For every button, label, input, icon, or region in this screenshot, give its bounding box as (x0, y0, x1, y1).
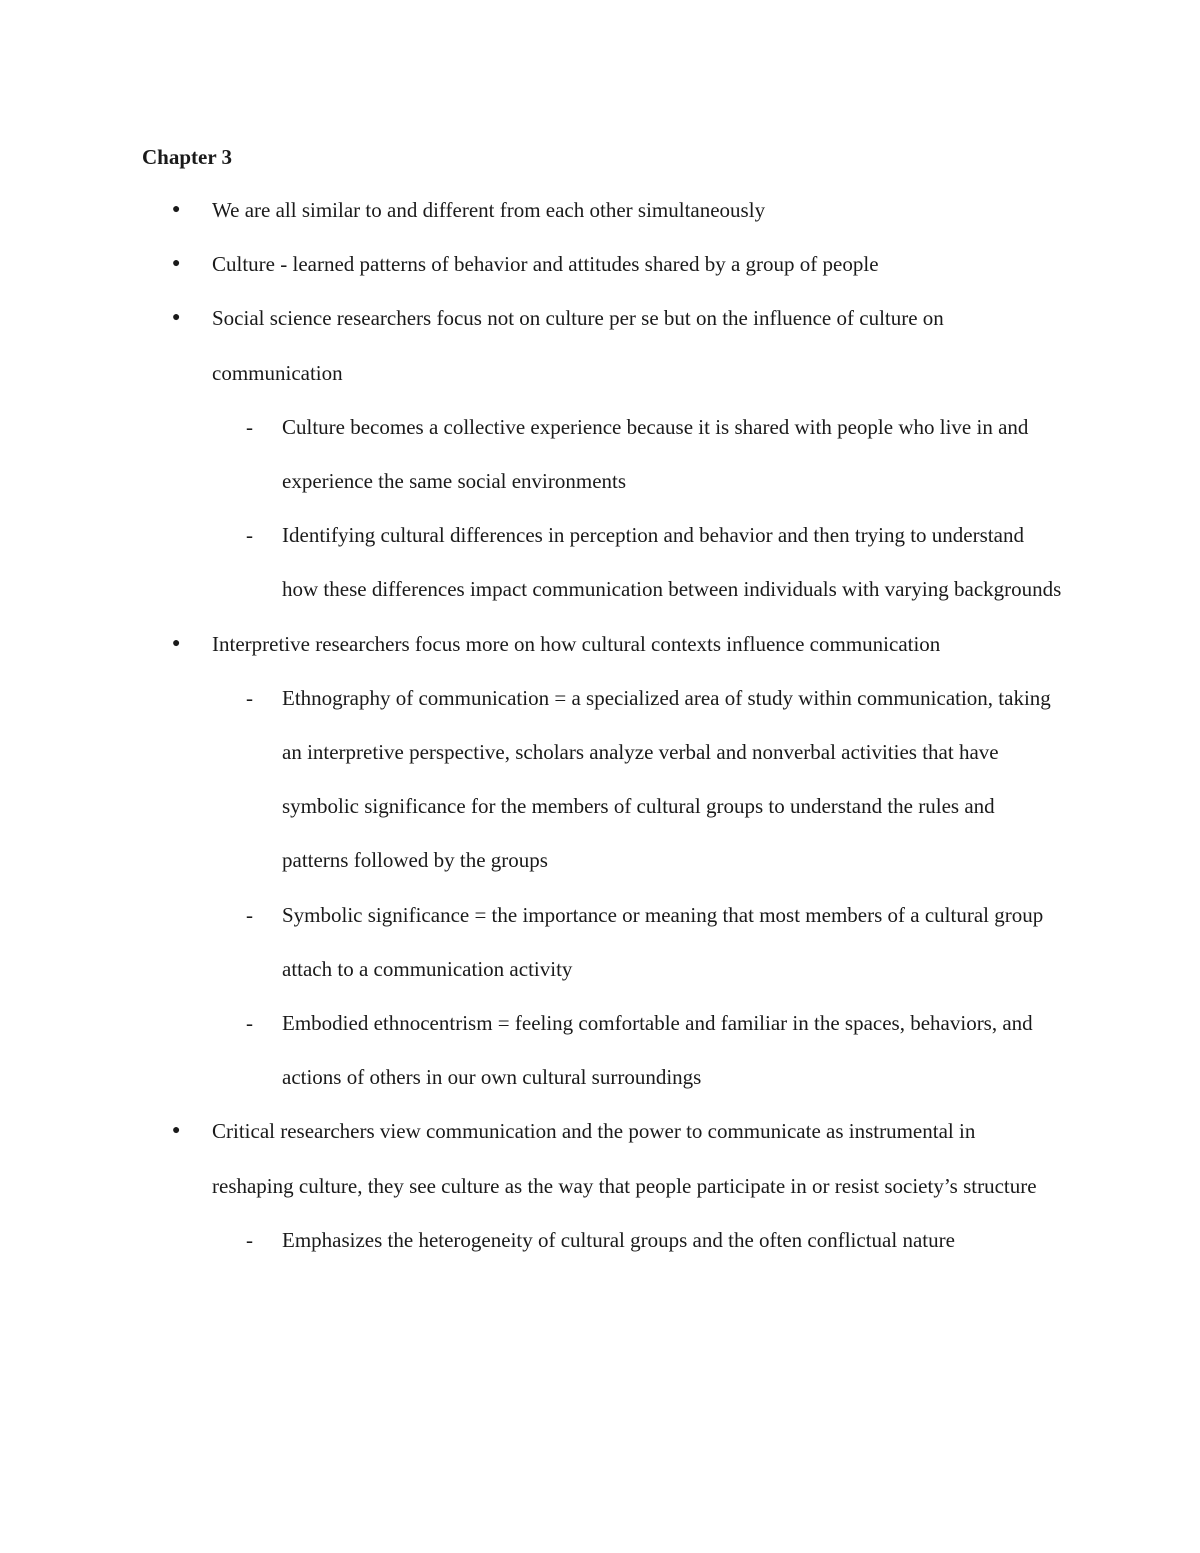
dash-icon: - (246, 523, 253, 548)
dash-icon: - (246, 1227, 253, 1252)
list-item-text: Critical researchers view communication and the power to communicate as instrumental in reshaping culture, they see culture as the way that people participate in or resist society’s structure (212, 1119, 1037, 1198)
bullet-icon: ● (172, 635, 181, 651)
sub-list-item (142, 400, 1062, 508)
bullet-icon: ● (172, 256, 181, 272)
list-item (142, 1104, 1062, 1212)
list-item-text: Culture - learned patterns of behavior and attitudes shared by a group of people (212, 252, 879, 277)
sub-list-item-text: Embodied ethnocentrism = feeling comfortable and familiar in the spaces, behaviors, and actions of others in our own cultural surroundings (282, 1011, 1033, 1090)
list-item (142, 291, 1062, 399)
list-item-text: Social science researchers focus not on culture per se but on the influence of culture on communication (212, 306, 944, 385)
page-title: Chapter 3 (142, 145, 233, 169)
list-item (142, 617, 1062, 671)
dash-icon: - (246, 902, 253, 927)
bullet-icon: ● (172, 202, 181, 217)
notes-list (142, 183, 1062, 1267)
sub-list-item (142, 1213, 1062, 1267)
list-item (142, 183, 1062, 237)
sub-list-item (142, 671, 1062, 888)
sub-list-item-text: Identifying cultural differences in perception and behavior and then trying to understand how these differences impact communication between individuals with varying backgrounds (282, 523, 1062, 602)
list-item-text: Interpretive researchers focus more on how cultural contexts influence communication (212, 631, 941, 656)
sub-list-item-text: Culture becomes a collective experience because it is shared with people who live in and experience the same social environments (282, 414, 1029, 494)
dash-icon: - (246, 1011, 253, 1036)
list-item-text: We are all similar to and different from each other simultaneously (212, 198, 766, 222)
sub-list-item-text: Emphasizes the heterogeneity of cultural groups and the often conflictual nature (282, 1227, 955, 1252)
sub-list-item (142, 996, 1062, 1104)
bullet-icon: ● (172, 310, 181, 326)
list-item (142, 237, 1062, 291)
dash-icon: - (246, 414, 253, 439)
sub-list-item-text: Symbolic significance = the importance or meaning that most members of a cultural group attach to a communication activity (282, 902, 1044, 981)
dash-icon: - (246, 685, 253, 710)
bullet-icon: ● (172, 1123, 181, 1139)
sub-list-item (142, 888, 1062, 996)
sub-list-item-text: Ethnography of communication = a specialized area of study within communication, taking an interpretive perspective, scholars analyze verbal and nonverbal activities that have symbolic significance for the members of cultural groups to understand the rules and patterns followed by the groups (282, 685, 1051, 873)
sub-list-item (142, 508, 1062, 616)
